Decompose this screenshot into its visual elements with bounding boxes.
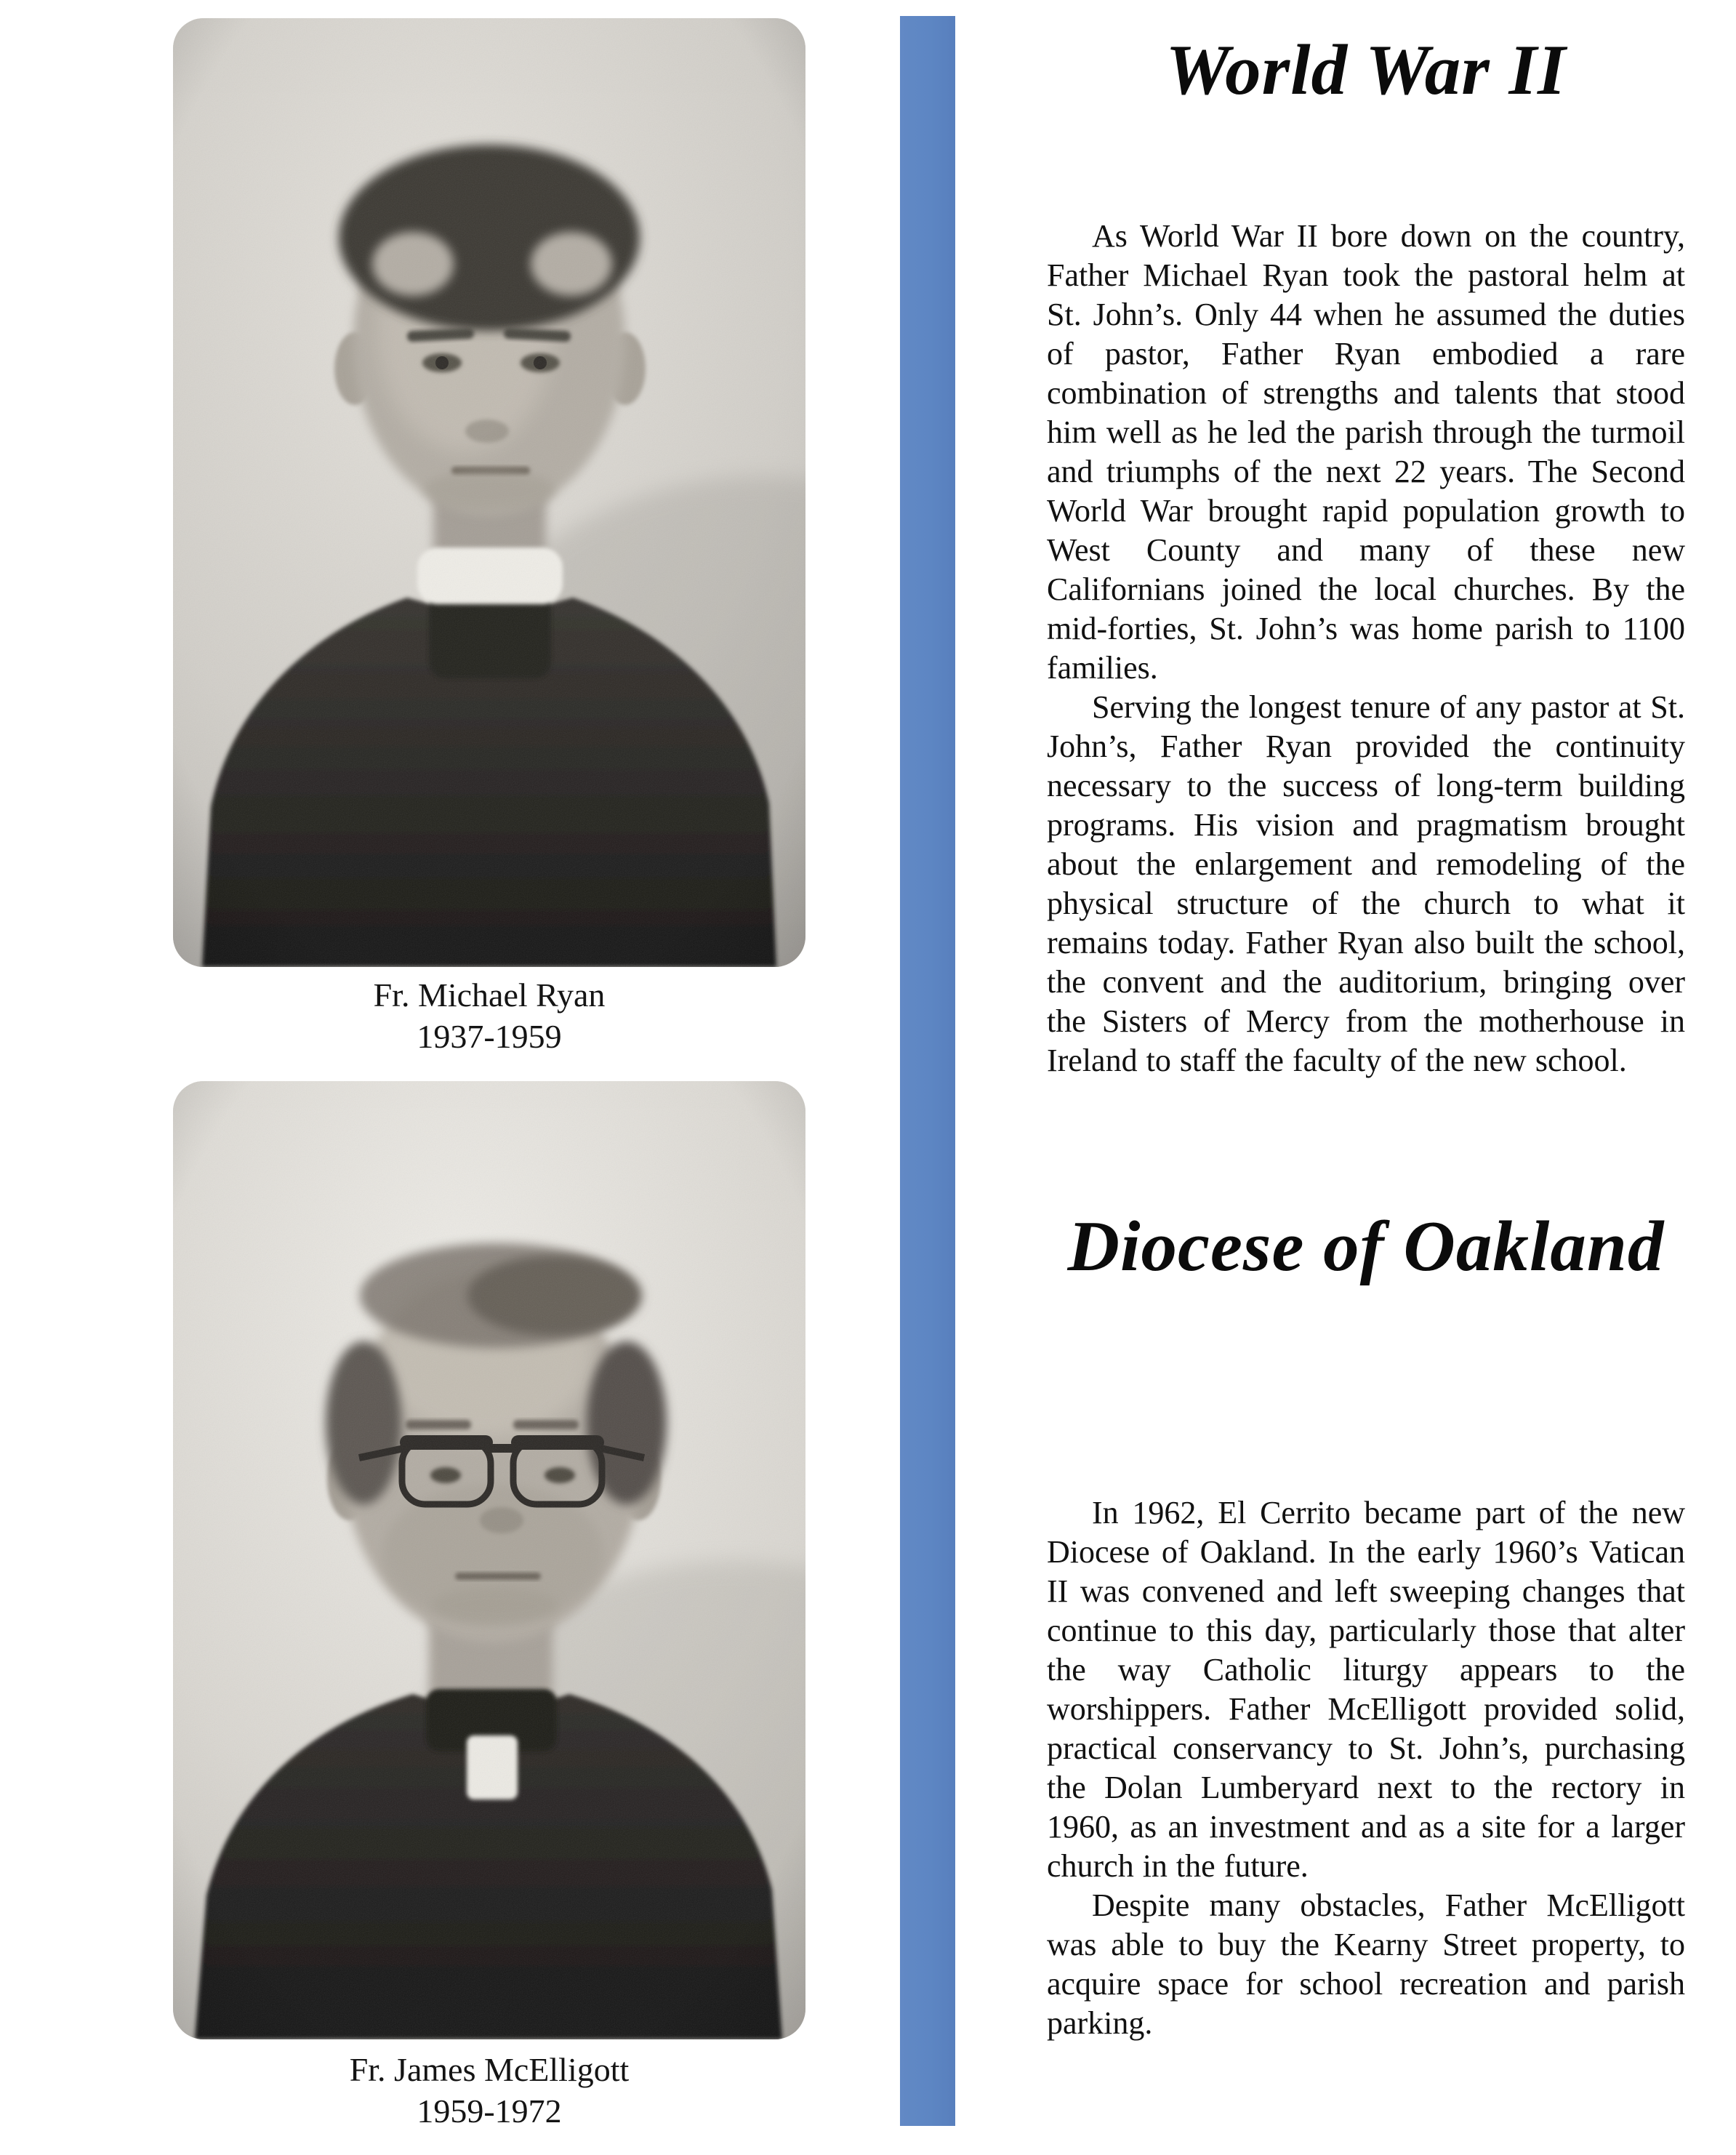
paragraph: Serving the longest tenure of any pastor at St. John’s, Father Ryan provided the continuity necessary to the success of long-term building programs. His vision and pragmatism brought about the enlargement and remodeling of the physical structure of the church to what it remains today. Father Ryan also built the school, the convent and the auditorium, bringing over the Sisters of Mercy from the motherhouse in Ireland to staff the faculty of the new school. <box>1047 689 1685 1078</box>
caption-years: 1959-1972 <box>417 2092 562 2130</box>
portrait-illustration <box>173 1081 805 2039</box>
caption-name: Fr. James McElligott <box>349 2051 630 2088</box>
paragraph: As World War II bore down on the country, Father Michael Ryan took the pastoral helm at St. John’s. Only 44 when he assumed the duties of pastor, Father Ryan embodied a rare combination of strengths and talents that stood him well as he led the parish through the turmoil and triumphs of the next 22 years. The Second World War brought rapid population growth to West County and many of these new Californians joined the local churches. By the mid-forties, St. John’s was home parish to 1100 families. <box>1047 218 1685 686</box>
portrait-illustration <box>173 18 805 967</box>
section-title-world-war-ii: World War II <box>1165 31 1567 110</box>
photo-caption-ryan <box>173 974 805 1057</box>
caption-years: 1937-1959 <box>417 1018 562 1055</box>
vertical-divider-bar <box>900 16 955 2126</box>
photo-caption-mcelligott <box>173 2049 805 2132</box>
paragraph: Despite many obstacles, Father McElligott was able to buy the Kearny Street property, to acquire space for school recreation and parish parking. <box>1047 1887 1685 2041</box>
caption-name: Fr. Michael Ryan <box>373 976 606 1014</box>
fr-james-mcelligott-photo <box>173 1081 805 2039</box>
fr-michael-ryan-photo <box>173 18 805 967</box>
section-body-world-war-ii <box>1047 217 1685 1080</box>
section-body-diocese-of-oakland <box>1047 1493 1685 2043</box>
text-column <box>1047 0 1685 2155</box>
section-title-diocese-of-oakland: Diocese of Oakland <box>1067 1207 1665 1286</box>
paragraph: In 1962, El Cerrito became part of the new Diocese of Oakland. In the early 1960’s Vatican II was convened and left sweeping changes that continue to this day, particularly those that alter the way Catholic liturgy appears to the worshippers. Father McElligott provided solid, practical conservancy to St. John’s, purchasing the Dolan Lumberyard next to the rectory in 1960, as an investment and as a site for a larger church in the future. <box>1047 1495 1685 1884</box>
